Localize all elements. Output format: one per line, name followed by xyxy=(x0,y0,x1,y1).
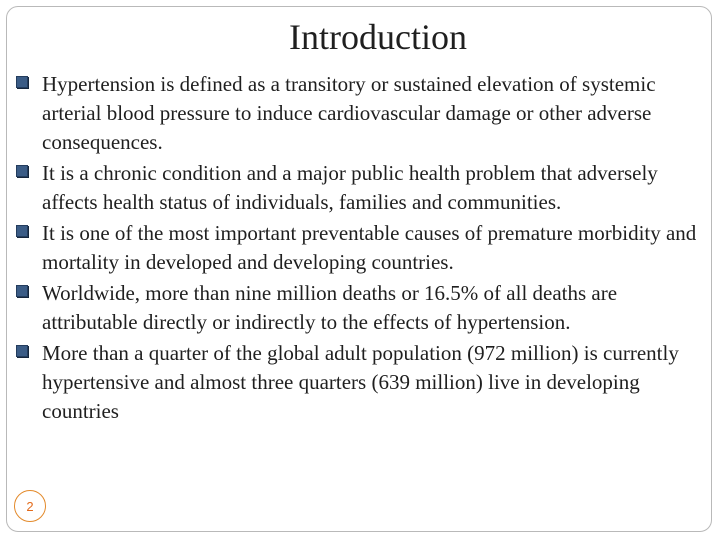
bullet-list xyxy=(16,70,706,428)
square-bullet-icon xyxy=(16,225,28,237)
bullet-item xyxy=(16,70,706,157)
bullet-text: It is a chronic condition and a major public health problem that adversely affects health status of individuals, families and communities. xyxy=(42,161,658,214)
bullet-item xyxy=(16,279,706,337)
bullet-item xyxy=(16,159,706,217)
bullet-item xyxy=(16,339,706,426)
square-bullet-icon xyxy=(16,285,28,297)
slide-title: Introduction xyxy=(289,17,467,57)
bullet-text: It is one of the most important preventable causes of premature morbidity and mortality in developed and developing countries. xyxy=(42,221,697,274)
square-bullet-icon xyxy=(16,76,28,88)
page-number-badge xyxy=(14,490,46,522)
bullet-text: Worldwide, more than nine million deaths or 16.5% of all deaths are attributable directly or indirectly to the effects of hypertension. xyxy=(42,281,618,334)
bullet-text: Hypertension is defined as a transitory or sustained elevation of systemic arterial blood pressure to induce cardiovascular damage or other adverse consequences. xyxy=(42,72,656,154)
bullet-text: More than a quarter of the global adult population (972 million) is currently hypertensive and almost three quarters (639 million) live in developing countries xyxy=(42,341,679,423)
square-bullet-icon xyxy=(16,345,28,357)
square-bullet-icon xyxy=(16,165,28,177)
page-number: 2 xyxy=(26,498,34,514)
bullet-item xyxy=(16,219,706,277)
